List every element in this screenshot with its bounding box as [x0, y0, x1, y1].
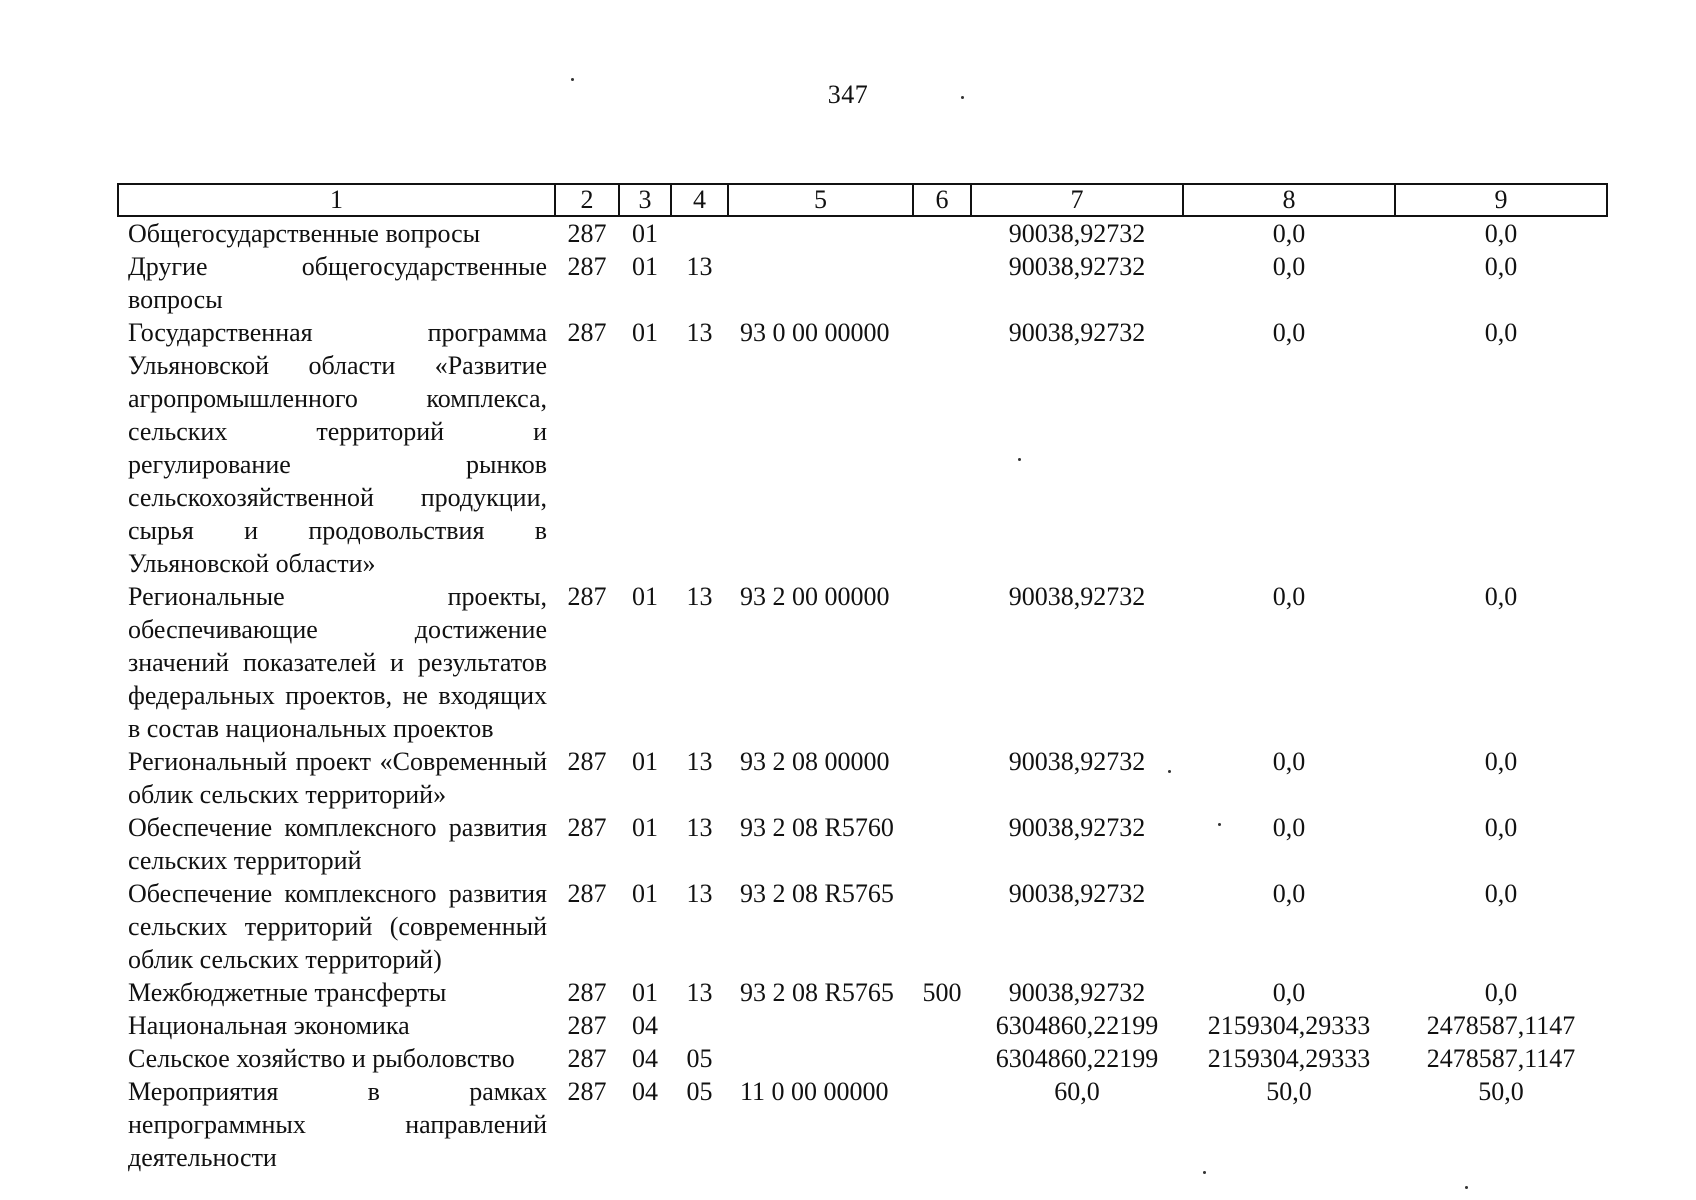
table-row: [118, 1042, 1607, 1075]
col9-cell: 0,0: [1484, 219, 1518, 248]
col8-cell: 50,0: [1266, 1077, 1312, 1106]
header-row: [118, 184, 1607, 216]
col6-cell: 500: [922, 978, 962, 1007]
col4-cell: 05: [686, 1044, 713, 1073]
col3-cell: 01: [632, 813, 658, 842]
col6-cell: [913, 877, 971, 976]
header-cell-7: 7: [971, 184, 1183, 216]
col8-cell: 0,0: [1272, 219, 1306, 248]
row-name-cell: Региональные проекты, обеспечивающие достижение значений показателей и результатов федеральных проектов, не входящих в состав национальных проектов: [128, 582, 547, 743]
col2-cell: 287: [567, 813, 607, 842]
col8-cell: 0,0: [1272, 978, 1306, 1007]
col3-cell: 01: [632, 318, 658, 347]
col2-cell: 287: [567, 1011, 607, 1040]
table-header: [118, 184, 1607, 216]
col9-cell: 0,0: [1484, 747, 1518, 776]
header-cell-2: 2: [555, 184, 619, 216]
col5-cell: 93 2 00 00000: [740, 582, 890, 611]
col8-cell: 0,0: [1272, 582, 1306, 611]
col7-cell: 90038,92732: [1008, 252, 1146, 281]
col4-cell: 13: [686, 879, 713, 908]
table-body: [118, 216, 1607, 1174]
col8-cell: 0,0: [1272, 747, 1306, 776]
table-row: [118, 580, 1607, 745]
col2-cell: 287: [567, 879, 607, 908]
header-cell-5: 5: [728, 184, 913, 216]
scan-speck: [1465, 1186, 1468, 1189]
scan-speck: [961, 96, 964, 99]
col9-cell: 50,0: [1478, 1077, 1524, 1106]
scan-speck: [571, 78, 574, 81]
col7-cell: 90038,92732: [1008, 813, 1146, 842]
col2-cell: 287: [567, 582, 607, 611]
col8-cell: 0,0: [1272, 879, 1306, 908]
col5-cell: [728, 216, 913, 250]
scan-speck: [1018, 458, 1021, 461]
scan-speck: [1203, 1171, 1206, 1174]
col5-cell: 93 2 08 R5765: [740, 978, 894, 1007]
col9-cell: 0,0: [1484, 978, 1518, 1007]
col6-cell: [913, 811, 971, 877]
col4-cell: 13: [686, 582, 713, 611]
col4-cell: 13: [686, 813, 713, 842]
row-name-cell: Региональный проект «Современный облик сельских территорий»: [128, 747, 547, 809]
col7-cell: 90038,92732: [1008, 318, 1146, 347]
row-name-cell: Мероприятия в рамках непрограммных направлений деятельности: [128, 1077, 547, 1172]
col3-cell: 01: [632, 978, 658, 1007]
col8-cell: 0,0: [1272, 252, 1306, 281]
col8-cell: 2159304,29333: [1207, 1011, 1371, 1040]
table-row: [118, 1009, 1607, 1042]
header-cell-3: 3: [619, 184, 671, 216]
col4-cell: [671, 216, 728, 250]
row-name-cell: Другие общегосударственные вопросы: [128, 252, 547, 314]
table-row: [118, 976, 1607, 1009]
col2-cell: 287: [567, 747, 607, 776]
col5-cell: [728, 250, 913, 316]
col6-cell: [913, 316, 971, 580]
col4-cell: [671, 1009, 728, 1042]
col5-cell: [728, 1009, 913, 1042]
col6-cell: [913, 216, 971, 250]
row-name-cell: Обеспечение комплексного развития сельских территорий (современный облик сельских территорий): [128, 879, 547, 974]
col4-cell: 13: [686, 252, 713, 281]
col6-cell: [913, 1009, 971, 1042]
row-name-cell: Общегосударственные вопросы: [128, 219, 481, 248]
row-name-cell: Национальная экономика: [128, 1011, 410, 1040]
col7-cell: 6304860,22199: [995, 1044, 1159, 1073]
col3-cell: 01: [632, 747, 658, 776]
budget-table-container: [117, 183, 1606, 1174]
budget-table: [117, 183, 1608, 1174]
col6-cell: [913, 1042, 971, 1075]
col7-cell: 90038,92732: [1008, 978, 1146, 1007]
col5-cell: 93 0 00 00000: [740, 318, 890, 347]
col6-cell: [913, 250, 971, 316]
header-cell-1: 1: [118, 184, 555, 216]
col9-cell: 2478587,1147: [1426, 1044, 1576, 1073]
table-row: [118, 316, 1607, 580]
col2-cell: 287: [567, 1077, 607, 1106]
col2-cell: 287: [567, 978, 607, 1007]
scan-speck: [1168, 770, 1171, 773]
col2-cell: 287: [567, 252, 607, 281]
col3-cell: 01: [632, 582, 658, 611]
col7-cell: 90038,92732: [1008, 219, 1146, 248]
col9-cell: 0,0: [1484, 318, 1518, 347]
col3-cell: 01: [632, 219, 658, 248]
table-row: [118, 1075, 1607, 1174]
col8-cell: 2159304,29333: [1207, 1044, 1371, 1073]
header-cell-4: 4: [671, 184, 728, 216]
col7-cell: 60,0: [1054, 1077, 1100, 1106]
col9-cell: 2478587,1147: [1426, 1011, 1576, 1040]
scan-speck: [1218, 823, 1221, 826]
col9-cell: 0,0: [1484, 813, 1518, 842]
col9-cell: 0,0: [1484, 582, 1518, 611]
col6-cell: [913, 1075, 971, 1174]
col5-cell: 93 2 08 00000: [740, 747, 890, 776]
col3-cell: 04: [632, 1011, 658, 1040]
col5-cell: 11 0 00 00000: [740, 1077, 889, 1106]
col7-cell: 90038,92732: [1008, 582, 1146, 611]
col3-cell: 04: [632, 1044, 658, 1073]
row-name-cell: Межбюджетные трансферты: [128, 978, 447, 1007]
col5-cell: [728, 1042, 913, 1075]
col5-cell: 93 2 08 R5760: [740, 813, 894, 842]
col7-cell: 6304860,22199: [995, 1011, 1159, 1040]
col4-cell: 13: [686, 978, 713, 1007]
header-cell-8: 8: [1183, 184, 1395, 216]
row-name-cell: Обеспечение комплексного развития сельских территорий: [128, 813, 547, 875]
col3-cell: 01: [632, 252, 658, 281]
col4-cell: 13: [686, 747, 713, 776]
col8-cell: 0,0: [1272, 813, 1306, 842]
col4-cell: 05: [686, 1077, 713, 1106]
row-name-cell: Государственная программа Ульяновской области «Развитие агропромышленного комплекса, сельских территорий и регулирование рынков сельскохозяйственной продукции, сырья и продовольствия в Ульяновской области»: [128, 318, 547, 578]
col5-cell: 93 2 08 R5765: [740, 879, 894, 908]
table-row: [118, 811, 1607, 877]
table-row: [118, 216, 1607, 250]
col3-cell: 04: [632, 1077, 658, 1106]
col2-cell: 287: [567, 318, 607, 347]
table-row: [118, 250, 1607, 316]
col7-cell: 90038,92732: [1008, 879, 1146, 908]
col9-cell: 0,0: [1484, 252, 1518, 281]
col3-cell: 01: [632, 879, 658, 908]
col4-cell: 13: [686, 318, 713, 347]
header-cell-6: 6: [913, 184, 971, 216]
col6-cell: [913, 580, 971, 745]
table-row: [118, 877, 1607, 976]
col2-cell: 287: [567, 219, 607, 248]
table-row: [118, 745, 1607, 811]
col7-cell: 90038,92732: [1008, 747, 1146, 776]
col8-cell: 0,0: [1272, 318, 1306, 347]
page-number: 347: [827, 80, 869, 109]
col2-cell: 287: [567, 1044, 607, 1073]
header-cell-9: 9: [1395, 184, 1607, 216]
col6-cell: [913, 745, 971, 811]
col9-cell: 0,0: [1484, 879, 1518, 908]
row-name-cell: Сельское хозяйство и рыболовство: [128, 1044, 515, 1073]
